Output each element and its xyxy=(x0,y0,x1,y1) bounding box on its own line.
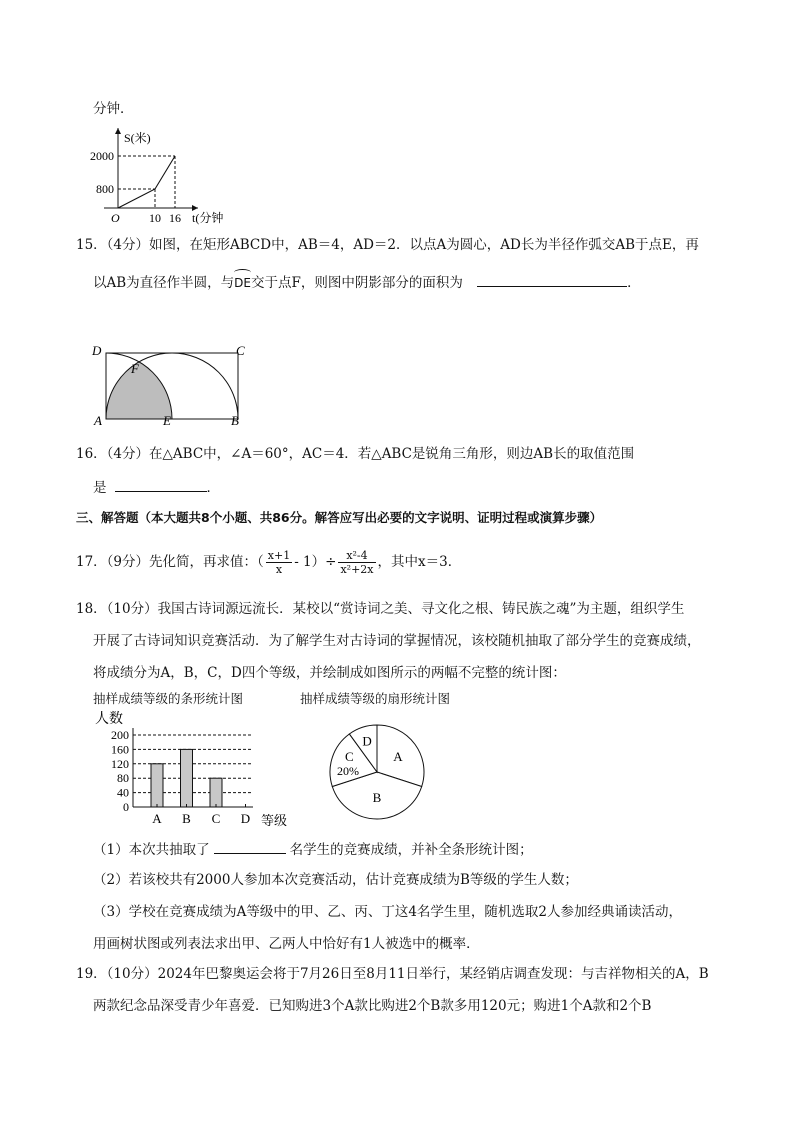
q18-sub1-blank[interactable] xyxy=(214,839,286,854)
distance-time-graph xyxy=(88,122,278,232)
bar-b xyxy=(181,749,193,807)
label-f: F xyxy=(131,361,139,376)
pie-label-b: B xyxy=(372,789,382,805)
q18-sub1: （1）本次共抽取了 名学生的竞赛成绩，并补全条形统计图； xyxy=(93,839,533,860)
bar-chart xyxy=(93,706,303,836)
q15-line2: 以AB为直径作半圆，与 DE交于点F，则图中阴影部分的面积为 ． xyxy=(93,272,641,293)
bar-y-tick: 160 xyxy=(111,742,129,757)
q15-line2-pre: 以AB为直径作半圆，与 xyxy=(93,275,235,291)
x-tick-10: 10 xyxy=(149,211,161,225)
q18-sub2: （2）若该校共有2000人参加本次竞赛活动，估计竞赛成绩为B等级的学生人数； xyxy=(93,872,578,888)
pie-label-d: D xyxy=(362,733,372,749)
q19-line1: 19．（10分）2024年巴黎奥运会将于7月26日至8月11日举行，某经销店调查发现：与吉祥物相关的A，B xyxy=(76,966,709,982)
bar-chart-title: 抽样成绩等级的条形统计图 xyxy=(93,691,244,706)
q16-answer-blank[interactable] xyxy=(115,477,207,492)
pie-chart xyxy=(322,717,432,827)
label-c: C xyxy=(236,343,245,358)
bar-c xyxy=(210,778,222,807)
bar-chart-ylabel: 人数 xyxy=(95,712,123,727)
arc-de: DE xyxy=(234,273,251,293)
graph-line xyxy=(118,156,175,208)
bar-x-label-d: D xyxy=(240,811,251,826)
bar-y-tick: 120 xyxy=(111,756,129,771)
bar-y-tick: 40 xyxy=(117,785,129,800)
bar-x-label-c: C xyxy=(211,811,221,826)
q18-sub3-line2: 用画树状图或列表法求出甲、乙两人中恰好有1人被选中的概率． xyxy=(93,936,480,952)
origin-label: O xyxy=(111,211,120,225)
shaded-region xyxy=(106,353,238,419)
pie-label-a: A xyxy=(393,748,403,764)
q19-line2: 两款纪念品深受青少年喜爱．已知购进3个A款比购进2个B款多用120元；购进1个A款和2个B xyxy=(93,998,652,1014)
q16-line2: 是 ． xyxy=(93,477,220,498)
pie-chart-title: 抽样成绩等级的扇形统计图 xyxy=(300,691,451,706)
bar-y-tick: 200 xyxy=(111,728,129,742)
pie-percent-label-c: 20% xyxy=(337,764,359,778)
y-tick-2000: 2000 xyxy=(90,149,114,163)
bar-chart-xlabel: 等级 xyxy=(261,813,288,828)
label-e: E xyxy=(163,413,171,428)
q17-line: 17．（9分）先化简，再求值：（ $\frac{x+1}{x}$ - 1）÷ $\frac{\text{x²-4}}{\text{x²+2x}}$ ，其中x＝3． xyxy=(76,548,462,576)
bar-a xyxy=(151,764,163,807)
arc-mark-icon xyxy=(234,269,251,276)
bar-x-label-a: A xyxy=(152,811,162,826)
bar-x-label-b: B xyxy=(182,811,191,826)
label-b: B xyxy=(231,413,239,428)
bar-y-tick: 0 xyxy=(123,800,129,814)
q14-tail: 分钟． xyxy=(93,101,134,117)
q18-sub3-line1: （3）学校在竞赛成绩为A等级中的甲、乙、丙、丁这4名学生里，随机选取2人参加经典诵读活动， xyxy=(93,904,683,920)
bar-y-tick: 80 xyxy=(117,771,129,786)
label-a: A xyxy=(94,413,102,428)
pie-label-c: C xyxy=(344,748,354,764)
section-3-heading: 三、解答题（本大题共8个小题、共86分。解答应写出必要的文字说明、证明过程或演算步骤） xyxy=(76,510,603,525)
q15-line2-post: 交于点F，则图中阴影部分的面积为 xyxy=(251,275,463,291)
fraction-1: $\frac{x+1}{x}$ xyxy=(267,548,291,576)
q18-line1: 18．（10分）我国古诗词源远流长．某校以“赏诗词之美、寻文化之根、铸民族之魂”为主题，组织学生 xyxy=(76,601,685,617)
q18-line2: 开展了古诗词知识竞赛活动．为了解学生对古诗词的掌握情况，该校随机抽取了部分学生的竞赛成绩， xyxy=(93,633,701,649)
q18-line3: 将成绩分为A，B，C，D四个等级，并绘制成如图所示的两幅不完整的统计图： xyxy=(93,665,566,681)
y-axis-label: S(米) xyxy=(124,131,151,145)
label-d: D xyxy=(92,343,102,358)
x-axis-label: t(分钟 xyxy=(192,211,224,225)
fraction-2: $\frac{\text{x²-4}}{\text{x²+2x}}$ xyxy=(340,548,374,576)
y-tick-800: 800 xyxy=(96,182,114,196)
x-tick-16: 16 xyxy=(169,211,181,225)
q15-line1: 15．（4分）如图，在矩形ABCD中，AB＝4，AD＝2．以点A为圆心，AD长为半径作弧交AB于点E，再 xyxy=(76,237,699,253)
q15-answer-blank[interactable] xyxy=(477,272,627,287)
q16-line1: 16．（4分）在△ABC中，∠A＝60°，AC＝4．若△ABC是锐角三角形，则边AB长的取值范围 xyxy=(76,446,635,462)
rectangle-figure xyxy=(88,335,258,435)
